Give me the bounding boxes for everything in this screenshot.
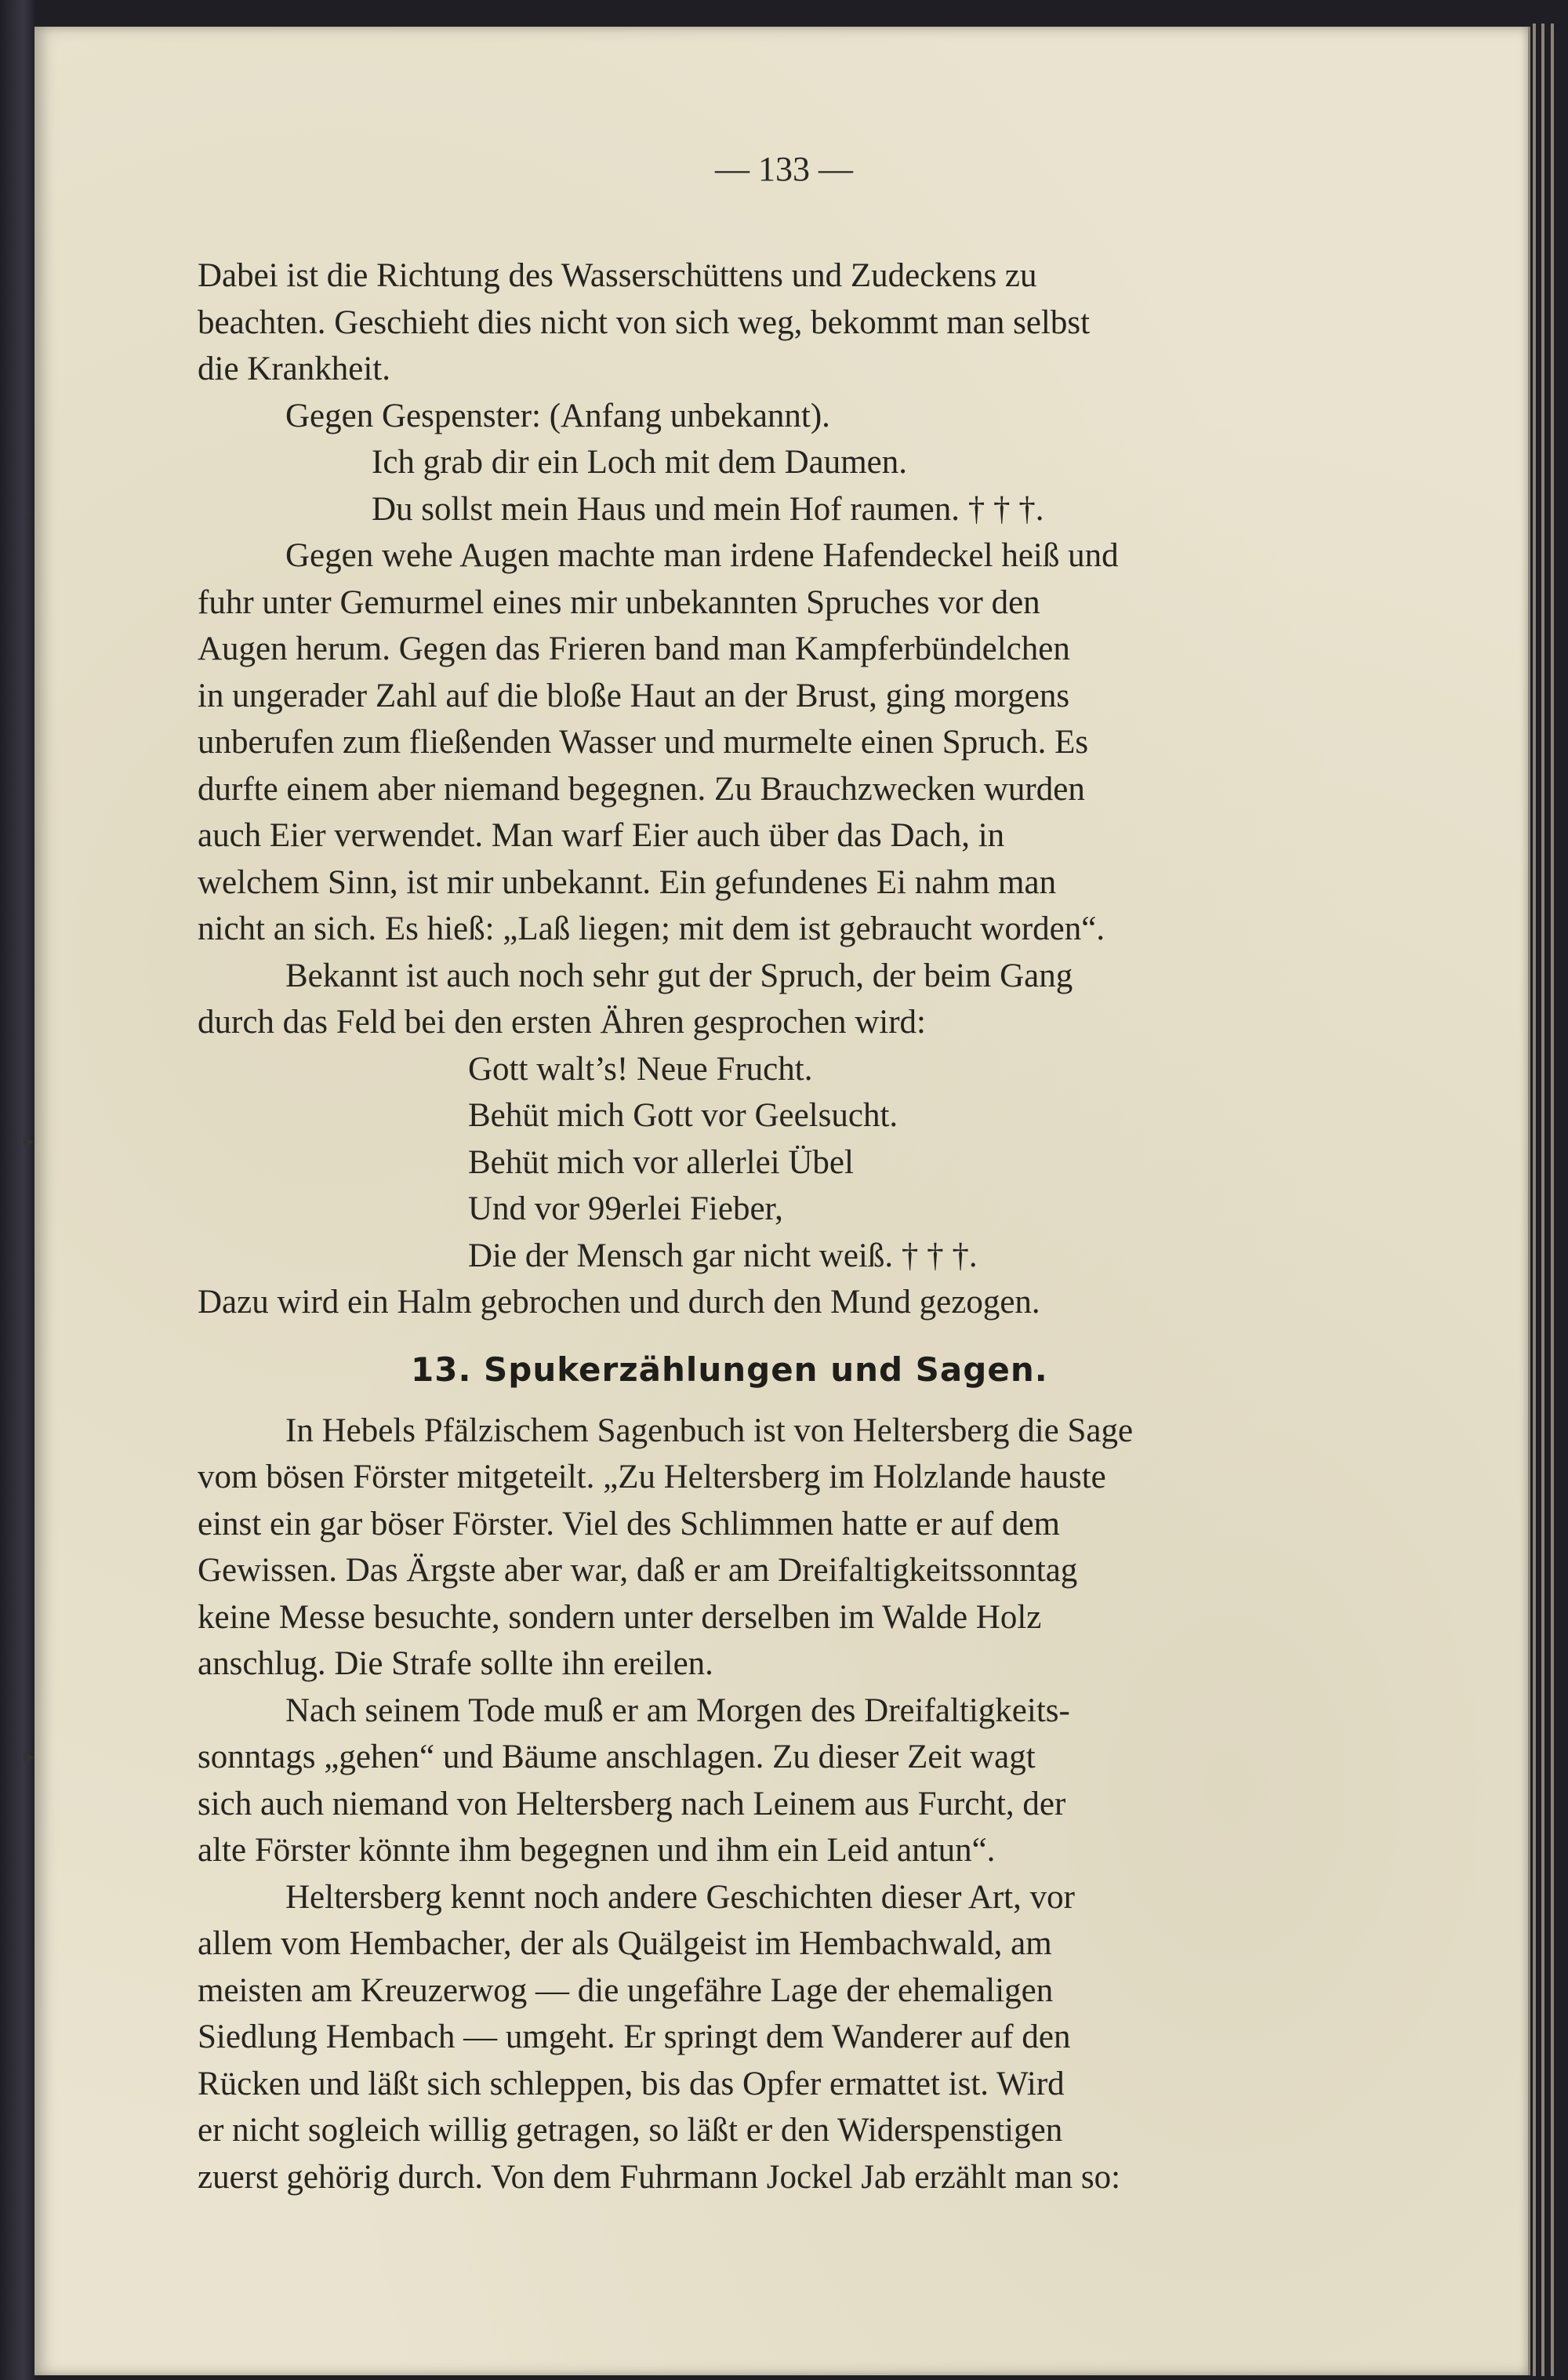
text-line: Dabei ist die Richtung des Wasserschüttens und Zudeckens zu — [198, 257, 1037, 294]
text-line: unberufen zum fließenden Wasser und murmelte einen Spruch. Es — [198, 724, 1089, 761]
text-line: beachten. Geschieht dies nicht von sich weg, bekommt man selbst — [198, 303, 1091, 341]
page-stack-edge — [1541, 24, 1544, 2376]
text-line: keine Messe besuchte, sondern unter derselben im Walde Holz — [198, 1598, 1042, 1636]
text-line: sich auch niemand von Heltersberg nach Leinem aus Furcht, der — [198, 1785, 1066, 1822]
text-line: Siedlung Hembach — umgeht. Er springt dem Wanderer auf den — [198, 2018, 1071, 2055]
text-line: einst ein gar böser Förster. Viel des Schlimmen hatte er auf dem — [198, 1505, 1061, 1542]
margin-arrow-icon: › — [24, 502, 32, 525]
page-stack-edge — [1551, 24, 1554, 2376]
verse-line: Und vor 99erlei Fieber, — [468, 1190, 783, 1227]
verse-line: Du sollst mein Haus und mein Hof raumen. † † †. — [372, 490, 1044, 528]
text-line: Bekannt ist auch noch sehr gut der Spruch, der beim Gang — [285, 957, 1073, 994]
text-line: anschlug. Die Strafe sollte ihn ereilen. — [198, 1645, 713, 1682]
page-text — [198, 253, 1380, 2200]
text-line: alte Förster könnte ihm begegnen und ihm ein Leid antun“. — [198, 1832, 996, 1869]
text-line: auch Eier verwendet. Man warf Eier auch über das Dach, in — [198, 817, 1005, 854]
text-line: allem vom Hembacher, der als Quälgeist im Hembachwald, am — [198, 1925, 1052, 1962]
text-line: in ungerader Zahl auf die bloße Haut an der Brust, ging morgens — [198, 677, 1070, 714]
page-stack-edge — [1533, 24, 1536, 2376]
text-line: Gewissen. Das Ärgste aber war, daß er am Dreifaltigkeitssonntag — [198, 1552, 1078, 1589]
verse-line: Die der Mensch gar nicht weiß. † † †. — [468, 1237, 978, 1274]
text-line: Gegen wehe Augen machte man irdene Hafendeckel heiß und — [285, 537, 1119, 574]
text-line: nicht an sich. Es hieß: „Laß liegen; mit dem ist gebraucht worden“. — [198, 910, 1105, 947]
section-heading: 13. Spukerzählungen und Sagen. — [411, 1350, 1048, 1389]
text-line: Dazu wird ein Halm gebrochen und durch den Mund gezogen. — [198, 1284, 1040, 1321]
text-line: Augen herum. Gegen das Frieren band man Kampferbündelchen — [198, 630, 1070, 667]
verse-line: Ich grab dir ein Loch mit dem Daumen. — [372, 444, 908, 481]
text-line: Gegen Gespenster: (Anfang unbekannt). — [285, 397, 830, 434]
page-number: — 133 — — [715, 150, 853, 188]
text-line: meisten am Kreuzerwog — die ungefähre Lage der ehemaligen — [198, 1971, 1054, 2009]
verse-line: Gott walt’s! Neue Frucht. — [468, 1050, 813, 1088]
text-line: sonntags „gehen“ und Bäume anschlagen. Zu dieser Zeit wagt — [198, 1739, 1036, 1775]
text-line: die Krankheit. — [198, 351, 390, 387]
verse-line: Behüt mich Gott vor Geelsucht. — [468, 1097, 898, 1134]
verse-line: Behüt mich vor allerlei Übel — [468, 1143, 854, 1181]
margin-arrow-icon: ▸ — [24, 1129, 34, 1153]
text-line: durch das Feld bei den ersten Ähren gesprochen wird: — [198, 1004, 926, 1041]
text-line: durfte einem aber niemand begegnen. Zu Brauchzwecken wurden — [198, 770, 1085, 808]
text-line: In Hebels Pfälzischem Sagenbuch ist von Heltersberg die Sage — [285, 1412, 1134, 1449]
text-line: Nach seinem Tode muß er am Morgen des Dreifaltigkeits- — [285, 1691, 1070, 1729]
text-line: zuerst gehörig durch. Von dem Fuhrmann Jockel Jab erzählt man so: — [198, 2158, 1121, 2196]
text-line: er nicht sogleich willig getragen, so läßt er den Widerspenstigen — [198, 2112, 1063, 2149]
text-line: Rücken und läßt sich schleppen, bis das Opfer ermattet ist. Wird — [198, 2065, 1065, 2102]
text-line: vom bösen Förster mitgeteilt. „Zu Heltersberg im Holzlande hauste — [198, 1459, 1106, 1495]
margin-arrow-icon: ▸ — [24, 1745, 34, 1768]
text-line: fuhr unter Gemurmel eines mir unbekannten Spruches vor den — [198, 583, 1040, 621]
text-line: Heltersberg kennt noch andere Geschichten dieser Art, vor — [285, 1878, 1075, 1916]
text-line: welchem Sinn, ist mir unbekannt. Ein gefundenes Ei nahm man — [198, 863, 1057, 901]
